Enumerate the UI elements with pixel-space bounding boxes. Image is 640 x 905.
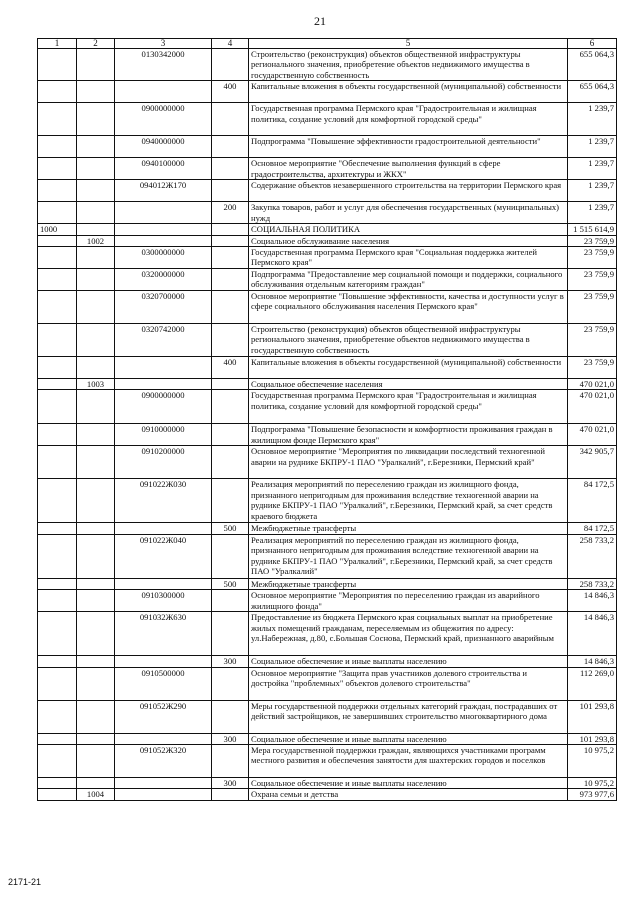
table-body <box>38 39 617 801</box>
item-name: Предоставление из бюджета Пермского края социальных выплат на приобретение жилых помещений гражданам, переселяемым из общежития по адресу: ул.Набережная, д.80, с.Большая Соснова, Пермский край, признанного аварийным <box>249 612 568 656</box>
column-number-row <box>38 39 617 49</box>
expense-type-code <box>212 180 249 202</box>
amount-value: 23 759,9 <box>568 247 617 269</box>
table-row <box>38 733 617 744</box>
section-code <box>38 202 77 224</box>
subsection-code <box>77 745 115 778</box>
table-row <box>38 590 617 612</box>
table-row <box>38 446 617 479</box>
subsection-code <box>77 590 115 612</box>
section-code <box>38 357 77 379</box>
amount-value: 23 759,9 <box>568 269 617 291</box>
section-code <box>38 81 77 103</box>
target-article-code: 0300000000 <box>115 247 212 269</box>
subsection-code <box>77 578 115 589</box>
amount-value: 655 064,3 <box>568 81 617 103</box>
table-row <box>38 291 617 324</box>
amount-value: 1 515 614,9 <box>568 224 617 235</box>
amount-value: 23 759,9 <box>568 357 617 379</box>
section-code <box>38 269 77 291</box>
item-name: Основное мероприятие "Защита прав участников долевого строительства и достройка "проблемных" объектов долевого строительства" <box>249 667 568 700</box>
expense-type-code <box>212 789 249 800</box>
subsection-code <box>77 324 115 357</box>
subsection-code <box>77 158 115 180</box>
section-code <box>38 667 77 700</box>
expense-type-code <box>212 224 249 235</box>
table-row <box>38 357 617 379</box>
amount-value: 23 759,9 <box>568 291 617 324</box>
amount-value: 258 733,2 <box>568 534 617 578</box>
amount-value: 1 239,7 <box>568 202 617 224</box>
table-row <box>38 180 617 202</box>
item-name: Капитальные вложения в объекты государственной (муниципальной) собственности <box>249 357 568 379</box>
expense-type-code <box>212 324 249 357</box>
target-article-code: 091052Ж290 <box>115 700 212 733</box>
column-number-1: 1 <box>38 39 77 49</box>
subsection-code <box>77 612 115 656</box>
subsection-code <box>77 136 115 158</box>
document-code: 2171-21 <box>8 877 42 887</box>
section-code <box>38 656 77 667</box>
expense-type-code <box>212 291 249 324</box>
expense-type-code: 300 <box>212 733 249 744</box>
section-code <box>38 534 77 578</box>
amount-value: 342 905,7 <box>568 446 617 479</box>
target-article-code <box>115 357 212 379</box>
item-name: Содержание объектов незавершенного строительства на территории Пермского края <box>249 180 568 202</box>
column-number-4: 4 <box>212 39 249 49</box>
subsection-code <box>77 700 115 733</box>
item-name: Реализация мероприятий по переселению граждан из жилищного фонда, признанного непригодным для проживания вследствие техногенной аварии на руднике БКПРУ-1 ПАО "Уралкалий", г.Березники, Пермский край, за счет средств ПАО "Уралкалий" <box>249 534 568 578</box>
amount-value: 84 172,5 <box>568 479 617 523</box>
subsection-code: 1004 <box>77 789 115 800</box>
section-code <box>38 778 77 789</box>
section-code <box>38 379 77 390</box>
expense-type-code <box>212 446 249 479</box>
table-row <box>38 235 617 246</box>
expense-type-code <box>212 269 249 291</box>
table-row <box>38 523 617 534</box>
subsection-code <box>77 202 115 224</box>
subsection-code <box>77 49 115 81</box>
section-code <box>38 103 77 136</box>
section-code <box>38 180 77 202</box>
table-row <box>38 224 617 235</box>
subsection-code <box>77 357 115 379</box>
target-article-code <box>115 81 212 103</box>
subsection-code <box>77 656 115 667</box>
table-row <box>38 656 617 667</box>
expense-type-code <box>212 700 249 733</box>
section-code <box>38 49 77 81</box>
subsection-code <box>77 247 115 269</box>
expense-type-code: 400 <box>212 357 249 379</box>
table-row <box>38 49 617 81</box>
column-number-3: 3 <box>115 39 212 49</box>
item-name: Социальное обеспечение и иные выплаты населению <box>249 778 568 789</box>
item-name: Подпрограмма "Повышение безопасности и комфортности проживания граждан в жилищном фонде Пермского края" <box>249 424 568 446</box>
item-name: СОЦИАЛЬНАЯ ПОЛИТИКА <box>249 224 568 235</box>
item-name: Капитальные вложения в объекты государственной (муниципальной) собственности <box>249 81 568 103</box>
table-row <box>38 379 617 390</box>
table-row <box>38 158 617 180</box>
section-code <box>38 733 77 744</box>
table-row <box>38 700 617 733</box>
amount-value: 14 846,3 <box>568 656 617 667</box>
expense-type-code: 200 <box>212 202 249 224</box>
item-name: Основное мероприятие "Мероприятия по переселению граждан из аварийного жилищного фонда" <box>249 590 568 612</box>
amount-value: 23 759,9 <box>568 324 617 357</box>
expense-type-code <box>212 424 249 446</box>
target-article-code <box>115 235 212 246</box>
target-article-code: 0910300000 <box>115 590 212 612</box>
subsection-code <box>77 81 115 103</box>
section-code <box>38 158 77 180</box>
expense-type-code <box>212 158 249 180</box>
section-code <box>38 523 77 534</box>
expense-type-code: 300 <box>212 656 249 667</box>
item-name: Социальное обеспечение населения <box>249 379 568 390</box>
expense-type-code <box>212 379 249 390</box>
target-article-code <box>115 224 212 235</box>
section-code: 1000 <box>38 224 77 235</box>
target-article-code: 0910200000 <box>115 446 212 479</box>
target-article-code: 0940000000 <box>115 136 212 158</box>
expense-type-code <box>212 590 249 612</box>
item-name: Меры государственной поддержки отдельных категорий граждан, пострадавших от действий застройщиков, не завершивших строительство многоквартирного дома <box>249 700 568 733</box>
item-name: Подпрограмма "Повышение эффективности градостроительной деятельности" <box>249 136 568 158</box>
item-name: Основное мероприятие "Обеспечение выполнения функций в сфере градостроительства, архитектуры и ЖКХ" <box>249 158 568 180</box>
target-article-code: 0910500000 <box>115 667 212 700</box>
subsection-code <box>77 269 115 291</box>
subsection-code: 1002 <box>77 235 115 246</box>
subsection-code <box>77 390 115 424</box>
expense-type-code: 400 <box>212 81 249 103</box>
table-row <box>38 745 617 778</box>
target-article-code: 0130342000 <box>115 49 212 81</box>
subsection-code <box>77 446 115 479</box>
section-code <box>38 390 77 424</box>
section-code <box>38 247 77 269</box>
amount-value: 112 269,0 <box>568 667 617 700</box>
target-article-code <box>115 523 212 534</box>
expense-type-code <box>212 247 249 269</box>
section-code <box>38 789 77 800</box>
target-article-code: 0320742000 <box>115 324 212 357</box>
section-code <box>38 136 77 158</box>
item-name: Мера государственной поддержки граждан, являющихся участниками программ местного развития и обеспечения занятости для шахтерских городов и поселков <box>249 745 568 778</box>
amount-value: 470 021,0 <box>568 379 617 390</box>
target-article-code <box>115 789 212 800</box>
item-name: Социальное обслуживание населения <box>249 235 568 246</box>
amount-value: 23 759,9 <box>568 235 617 246</box>
table-row <box>38 324 617 357</box>
section-code <box>38 578 77 589</box>
page-number: 21 <box>314 14 326 28</box>
item-name: Государственная программа Пермского края "Градостроительная и жилищная политика, создание условий для комфортной городской среды" <box>249 103 568 136</box>
budget-table <box>37 38 617 801</box>
amount-value: 101 293,8 <box>568 700 617 733</box>
expense-type-code <box>212 103 249 136</box>
item-name: Межбюджетные трансферты <box>249 523 568 534</box>
expense-type-code <box>212 390 249 424</box>
target-article-code <box>115 733 212 744</box>
amount-value: 14 846,3 <box>568 590 617 612</box>
expense-type-code <box>212 745 249 778</box>
subsection-code: 1003 <box>77 379 115 390</box>
table-row <box>38 136 617 158</box>
section-code <box>38 590 77 612</box>
section-code <box>38 324 77 357</box>
table-row <box>38 667 617 700</box>
section-code <box>38 446 77 479</box>
subsection-code <box>77 224 115 235</box>
table-row <box>38 269 617 291</box>
expense-type-code <box>212 667 249 700</box>
section-code <box>38 291 77 324</box>
table-row <box>38 578 617 589</box>
section-code <box>38 235 77 246</box>
item-name: Охрана семьи и детства <box>249 789 568 800</box>
expense-type-code: 500 <box>212 523 249 534</box>
table-row <box>38 390 617 424</box>
target-article-code: 0900000000 <box>115 103 212 136</box>
amount-value: 84 172,5 <box>568 523 617 534</box>
expense-type-code <box>212 235 249 246</box>
expense-type-code <box>212 136 249 158</box>
table-row <box>38 424 617 446</box>
section-code <box>38 612 77 656</box>
section-code <box>38 700 77 733</box>
item-name: Строительство (реконструкция) объектов общественной инфраструктуры регионального значения, приобретение объектов недвижимого имущества в государственную собственность <box>249 49 568 81</box>
target-article-code <box>115 202 212 224</box>
table-row <box>38 612 617 656</box>
amount-value: 258 733,2 <box>568 578 617 589</box>
target-article-code: 0900000000 <box>115 390 212 424</box>
subsection-code <box>77 778 115 789</box>
target-article-code <box>115 578 212 589</box>
item-name: Подпрограмма "Предоставление мер социальной помощи и поддержки, социального обслуживания отдельным категориям граждан" <box>249 269 568 291</box>
target-article-code: 091032Ж630 <box>115 612 212 656</box>
amount-value: 10 975,2 <box>568 778 617 789</box>
table-row <box>38 202 617 224</box>
target-article-code: 091022Ж040 <box>115 534 212 578</box>
target-article-code: 0910000000 <box>115 424 212 446</box>
target-article-code <box>115 778 212 789</box>
item-name: Закупка товаров, работ и услуг для обеспечения государственных (муниципальных) нужд <box>249 202 568 224</box>
item-name: Государственная программа Пермского края "Градостроительная и жилищная политика, создание условий для комфортной городской среды" <box>249 390 568 424</box>
section-code <box>38 424 77 446</box>
amount-value: 470 021,0 <box>568 424 617 446</box>
subsection-code <box>77 291 115 324</box>
subsection-code <box>77 667 115 700</box>
target-article-code: 094012Ж170 <box>115 180 212 202</box>
item-name: Межбюджетные трансферты <box>249 578 568 589</box>
amount-value: 14 846,3 <box>568 612 617 656</box>
table-row <box>38 247 617 269</box>
amount-value: 470 021,0 <box>568 390 617 424</box>
section-code <box>38 745 77 778</box>
target-article-code: 091052Ж320 <box>115 745 212 778</box>
amount-value: 1 239,7 <box>568 180 617 202</box>
subsection-code <box>77 103 115 136</box>
amount-value: 1 239,7 <box>568 136 617 158</box>
item-name: Строительство (реконструкция) объектов общественной инфраструктуры регионального значения, приобретение объектов недвижимого имущества в государственную собственность <box>249 324 568 357</box>
item-name: Социальное обеспечение и иные выплаты населению <box>249 733 568 744</box>
table-row <box>38 534 617 578</box>
column-number-6: 6 <box>568 39 617 49</box>
item-name: Социальное обеспечение и иные выплаты населению <box>249 656 568 667</box>
subsection-code <box>77 424 115 446</box>
amount-value: 101 293,8 <box>568 733 617 744</box>
expense-type-code <box>212 479 249 523</box>
target-article-code: 0320000000 <box>115 269 212 291</box>
table-row <box>38 103 617 136</box>
expense-type-code <box>212 49 249 81</box>
expense-type-code <box>212 534 249 578</box>
expense-type-code <box>212 612 249 656</box>
item-name: Реализация мероприятий по переселению граждан из жилищного фонда, признанного непригодным для проживания вследствие техногенной аварии на руднике БКПРУ-1 ПАО "Уралкалий", г.Березники, Пермский край, за счет средств краевого бюджета <box>249 479 568 523</box>
amount-value: 10 975,2 <box>568 745 617 778</box>
table-row <box>38 789 617 800</box>
section-code <box>38 479 77 523</box>
column-number-2: 2 <box>77 39 115 49</box>
column-number-5: 5 <box>249 39 568 49</box>
target-article-code <box>115 656 212 667</box>
amount-value: 655 064,3 <box>568 49 617 81</box>
table-row <box>38 81 617 103</box>
table-row <box>38 778 617 789</box>
target-article-code <box>115 379 212 390</box>
target-article-code: 0320700000 <box>115 291 212 324</box>
subsection-code <box>77 733 115 744</box>
amount-value: 1 239,7 <box>568 158 617 180</box>
amount-value: 973 977,6 <box>568 789 617 800</box>
item-name: Основное мероприятие "Мероприятия по ликвидации последствий техногенной аварии на руднике БКПРУ-1 ПАО "Уралкалий", г.Березники, Пермский край" <box>249 446 568 479</box>
table-row <box>38 479 617 523</box>
amount-value: 1 239,7 <box>568 103 617 136</box>
item-name: Государственная программа Пермского края "Социальная поддержка жителей Пермского края" <box>249 247 568 269</box>
subsection-code <box>77 180 115 202</box>
target-article-code: 0940100000 <box>115 158 212 180</box>
subsection-code <box>77 523 115 534</box>
subsection-code <box>77 534 115 578</box>
subsection-code <box>77 479 115 523</box>
target-article-code: 091022Ж030 <box>115 479 212 523</box>
expense-type-code: 300 <box>212 778 249 789</box>
item-name: Основное мероприятие "Повышение эффективности, качества и доступности услуг в сфере социального обслуживания населения Пермского края" <box>249 291 568 324</box>
expense-type-code: 500 <box>212 578 249 589</box>
